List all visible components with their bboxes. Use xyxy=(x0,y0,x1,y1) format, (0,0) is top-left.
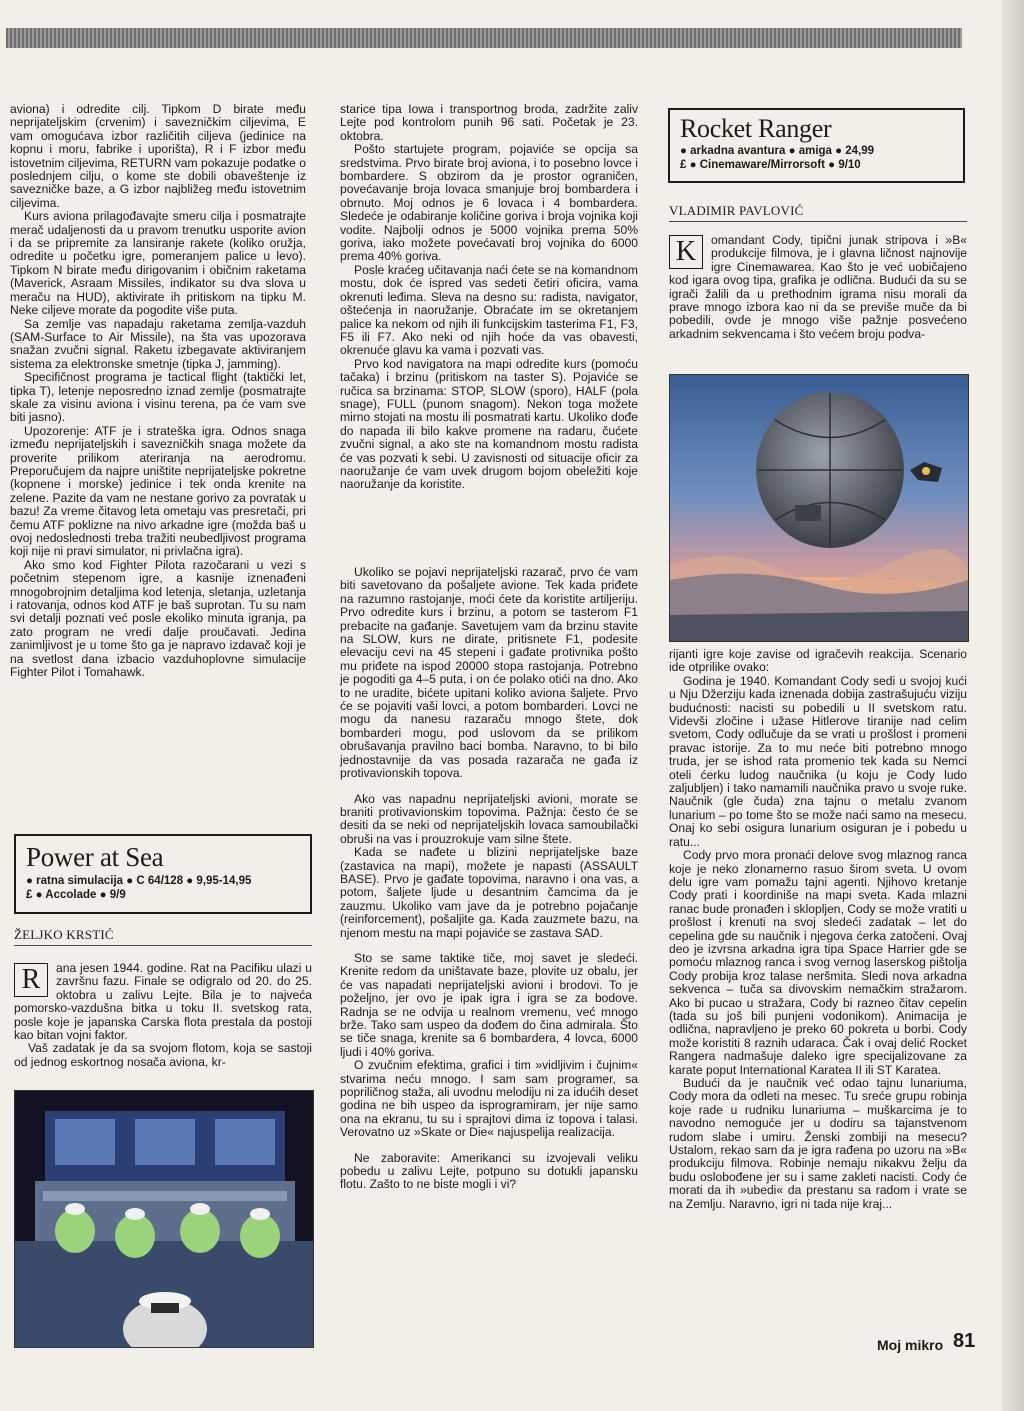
paragraph: Budući da je naučnik već odao tajnu lunariuma, Cody mora da odleti na mesec. Tu sreće grupu robinja koje rade u rudniku lunariuma – muškarcima je to navodno nemoguće jer u dodiru sa tajanstvenom rudom slabe i umiru. Ženski zombiji na mesecu? Ustalom, rekao sam da je igra rađena po uzoru na »B« produkciju filmova. Robinje nemaju nikakvu želju da budu oslobođene jer su i same zakleti nacisti. Cody će morati da ih »ubedi« da prestanu sa radom i vrate se na Zemlju. Naravno, igri ni tada nije kraj... xyxy=(669,1076,967,1211)
magazine-name: Moj mikro xyxy=(877,1337,944,1353)
paragraph: Ukoliko se pojavi neprijateljski razarač, prvo će vam biti savetovano da pošaljete avione. Tek kada priđete na razumno rastojanje, moći ćete da koristite artiljeriju. Prvo odredite kurs i brzinu, a potom se tasterom F1 prebacite na gađanje. Savetujem vam da brzinu stavite na SLOW, kurs ne dirate, pritisnete F1, podesite elevaciju cevi na 45 stepeni i gađate protivnika pošto mu priđete na ispod 20000 stopa rastojanja. Potrebno je pogoditi ga 4–5 puta, i on će polako otići na dno. Ako to ne uradite, bićete upitani koliko aviona šaljete. Prvo će se pojaviti vaši lovci, a potom bombarderi. Lovci ne mogu da nanesu razaraču mnogo štete, dok bombarderi mogu, pod uslovom da se prilikom obrušavanja pravilno baci bomba. Naravno, to bi bilo jednostavnije da vas posada razarača ne gađa iz protivavionskih topova. xyxy=(340,565,638,781)
dropcap: R xyxy=(14,963,48,997)
review-title: Rocket Ranger xyxy=(680,114,832,143)
ship-bridge-scene-image xyxy=(15,1091,313,1347)
review-meta-line: ● arkadna avantura ● amiga ● 24,99 xyxy=(680,145,875,157)
paragraph: O zvučnim efektima, grafici i tim »vidljivim i čujnim« stvarima neću mnogo. I sam sam programer, sa popriličnog staža, ali uvodnu melodiju ni za idućih deset godina ne bih uspeo da isprogramiram, jer nije samo ona na ekranu, tu su i sprajtovi dima iz topova i talasi. Verovatno uz »Skate or Die« najuspelija realizacija. xyxy=(340,1058,638,1140)
paragraph: Godina je 1940. Komandant Cody sedi u svojoj kući u Nju Džerziju kada iznenada dobija zastrašujuću viziju budućnosti: nacisti su pobedili u II svetskom ratu. Videvši zločine i užase Hitlerove tiranije nad celim svetom, Cody odlučuje da se vrati u prošlost i promeni pravac istorije. Za to mu neće biti potrebno mnogo truda, jer se ishod rata promenio tek kada su Nemci oteli ćerku ludog naučnika (u koju je Cody ludo zaljubljen) i tako namamili naučnika pravo u svoje ruke. Naučnik (gle čuda) zna tajnu o metalu zvanom lunarium – po tome što se može naći samo na mesecu. Onaj ko sebi osigura lunarium osiguran je i pobedu u ratu... xyxy=(669,673,967,849)
author-name: ŽELJKO KRSTIĆ xyxy=(14,927,114,942)
paragraph: Ne zaboravite: Amerikanci su izvojevali veliku pobedu u zalivu Lejte, potpuno su dotukli japansku flotu. Zašto to ne biste mogli i vi? xyxy=(340,1150,638,1192)
paragraph: Cody prvo mora pronaći delove svog mlaznog ranca koje je neko zlonamerno rasuo širom sveta. U ovom delu igre vam pomažu tajni agenti. Njihovo kretanje Cody prati i koordiniše na mapi sveta. Kada mlazni ranac bude pronađen i sklopljen, Cody se može vratiti u prošlost i krenuti na svoj sledeći zadatak – let do cepelina gde su naučnik i njegova ćerka zatočeni. Ovaj deo je izvrsna arkadna igra tipa Space Harrier gde se pomoću mlaznog ranca i svog vernog laserskog pištolja Cody probija kroz talase neršmita. Sledi nova arkadna sekvenca – tuča sa divovskim nemačkim stražarom. Ako bi pucao u stražara, Cody bi razneo čitav cepelin (tada su još bili punjeni vodonikom). Animacija je odlična, napravljeno je preko 60 pokreta u borbi. Cody može koristiti 8 raznih udaraca. Čak i ovaj delić Rocket Rangera nadmašuje daleko igre specijalizovane za karate poput International Karatea II ili ST Karatea. xyxy=(669,848,967,1077)
column-1-text xyxy=(10,103,306,679)
paragraph: starice tipa Iowa i transportnog broda, zadržite zaliv Lejte pod kontrolom punih 96 sati. Početak je 23. oktobra. xyxy=(340,102,638,143)
paragraph: Ako vas napadnu neprijateljski avioni, morate se braniti protivavionskim topovima. Pažnja: često će se desiti da se neki od neprijateljskih lovaca samoubilački obruši na vas i prouzrokuje vam silne štete. xyxy=(340,791,638,846)
column-3-text xyxy=(669,648,967,1211)
intro-paragraph xyxy=(669,234,967,341)
column-2-continued-text xyxy=(340,566,638,1192)
paragraph: Sto se same taktike tiče, moj savet je sledeći. Krenite redom da uništavate baze, plovite uz obalu, jer će vas napadati neprijateljski avioni i brodovi. To je poželjno, jer ovo je ipak igra i igra se za bodove. Radnja se ne odvija u realnom vremenu, već mnogo brže. Tako sam uspeo da dođem do čina admirala. Što se tiče snaga, krenite sa 6 bombardera, 4 lovca, 6000 ljudi i 40% goriva. xyxy=(340,950,638,1059)
divider xyxy=(669,221,967,222)
page-number: 81 xyxy=(953,1330,976,1352)
intro-paragraph xyxy=(14,962,312,1042)
rocket-ranger-intro xyxy=(669,234,967,341)
power-at-sea-screenshot xyxy=(14,1090,314,1348)
author-name: VLADIMIR PAVLOVIĆ xyxy=(669,203,804,218)
rocket-ranger-info-box xyxy=(668,108,965,183)
paragraph: Vaš zadatak je da sa svojom flotom, koja se sastoji od jednog eskortnog nosača aviona, kr- xyxy=(14,1041,312,1069)
review-meta-line: £ ● Accolade ● 9/9 xyxy=(26,889,126,901)
paragraph: Kada se nađete u blizini neprijateljske baze (zastavica na mapi), možete je napasti (ASSAULT BASE). Prvo je gađate topovima, naravno i ona vas, a potom, šaljete ljude u desantnim čamcima da je zauzmu. Ukoliko vam jave da je potrebno pojačanje (reinforcement), pošaljite ga. Kada zauzmete bazu, na njenom mestu na mapi pojaviće se zastava SAD. xyxy=(340,845,638,940)
dropcap: K xyxy=(669,235,703,269)
divider xyxy=(14,945,312,946)
paragraph: aviona) i odredite cilj. Tipkom D birate među neprijateljskim (crvenim) i savezničkim ciljevima, E vam omogućava izbor različitih ciljeva (jedinice na kopnu i moru, fabrike i uporišta), R i F izbor među istovetnim ciljevima, RETURN vam pokazuje podatke o poslednjem cilju, o kome ste dobili obaveštenje iz savezničke baze, a G izbor najbližeg među istovetnim ciljevima. xyxy=(10,102,306,210)
zeppelin-scene-image xyxy=(670,375,968,641)
intro-text: omandant Cody, tipični junak stripova i »B« produkcije filmova, je i glavna ličnost najnovije igre Cinemawarea. Kao što je već uobičajeno kod igara ovog tipa, grafika je odlična. Budući da su se igrači žalili da u prethodnim igrama nisu morali da prave mnogo izbora kao ni da se previše muče da bi pobedili, ovde je mnogo više pažnje posvećeno arkadnim sekvencama i što većem broju podva- xyxy=(669,233,967,341)
paragraph: Specifičnost programa je tactical flight (taktički let, tipka T), letenje neposredno iznad zemlje (posmatrajte skale za visinu aviona i visinu terena, pa će vam sve biti jasno). xyxy=(10,370,306,425)
review-meta-line: £ ● Cinemaware/Mirrorsoft ● 9/10 xyxy=(680,159,861,171)
review-title: Power at Sea xyxy=(26,842,164,872)
paragraph: Pošto startujete program, pojaviće se opcija sa sredstvima. Prvo birate broj aviona, i to posebno lovce i bombardere. S obzirom da je prostor ograničen, povećavanje broja lovaca smanjuje broj bombardera i obrnuto. Moj odnos je 6 lovaca i 4 bombardera. Sledeće je odabiranje količine goriva i broja vojnika koji vodite. Najbolji odnos je 5000 vojnika prema 50% goriva, iako možete povećavati broj vojnika do 6000 prema 40% goriva. xyxy=(340,142,638,264)
paragraph: Kurs aviona prilagođavajte smeru cilja i posmatrajte merač udaljenosti da u pravom trenutku usporite avion i da se pripremite za lansiranje rakete (koliko oružja, odredite u početku igre, pomeranjem palice u levo). Tipkom N birate među dirigovanim i običnim raketama (Maverick, Asraam Missiles, indikator su dva slova u meraču na HUD), aktivirate ih pritiskom na tipku M. Neke ciljeve morate da pogodite više puta. xyxy=(10,209,306,318)
column-2-text xyxy=(340,103,638,492)
review-meta-line: ● ratna simulacija ● C 64/128 ● 9,95-14,95 xyxy=(26,875,252,887)
paragraph: Posle kraćeg učitavanja naći ćete se na komandnom mostu, dok će ispred vas sedeti četiri oficira, vama okrenuti leđima. Sleva na desno su: radista, navigator, oštećenja in naoružanje. Obraćate im se okretanjem palice ka nekom od njih ili funkcijskim tasterima F1, F3, F5 ili F7. Ako neki od njih hoće da vas obavesti, okrenuće glavu ka vama i pozvati vas. xyxy=(340,262,638,358)
rocket-ranger-screenshot xyxy=(669,374,969,642)
paragraph: rijanti igre koje zavise od igračevih reakcija. Scenario ide otprilike ovako: xyxy=(669,647,967,675)
page-edge xyxy=(1002,0,1024,1411)
paragraph: Upozorenje: ATF je i strateška igra. Odnos snaga između neprijateljskih i savezničkih snaga možete da proverite prilikom ateriranja na aerodromu. Preporučujem da najpre uništite neprijateljske pokretne (kopnene i morske) jedinice i tek onda krenite na zelene. Pazite da vam ne nestane gorivo za povratak u bazu! Za vreme čitavog leta ometaju vas presretači, pri čemu ATF poklizne na nivo arkadne igre (možda baš u ovoj nedoslednosti treba tražiti neubedljivost programa koji nije ni pravi simulator, ni privlačna igra). xyxy=(10,423,306,559)
paragraph: Prvo kod navigatora na mapi odredite kurs (pomoću tačaka) i brzinu (pritiskom na taster S). Pojaviće se ručica sa brzinama: STOP, SLOW (sporo), HALF (pola snage), FULL (punom snagom). Nekon toga možete mirno stojati na mostu ili posmatrati kartu. Ukoliko dođe do napada ili bilo kakve promene na radaru, čućete zvučni signal, a ako ste na komandnom mostu radista će vas pozvati k sebi. U zavisnosti od situacije oficir za naoružanje će vam uvek drugom bojom obeležiti koje naoružanje da koristite. xyxy=(340,356,638,492)
intro-text: ana jesen 1944. godine. Rat na Pacifiku ulazi u završnu fazu. Finale se odigralo od 20. do 25. oktobra u zalivu Lejte. Bila je to najveća pomorsko-vazdušna bitka u toku II. svetskog rata, posle koje je japanska Carska flota prestala da postoji kao bitan vojni faktor. xyxy=(14,961,312,1043)
paragraph: Ako smo kod Fighter Pilota razočarani u vezi s početnim stepenom igre, a kasnije iznenađeni mnogobrojnim detaljima kod letenja, sletanja, uzletanja i ratovanja, odnos kod ATF je baš suprotan. Tu su nam svi detalji poznati već posle ekoliko minuta igranja, pa zato program ne vredi dalje proučavati. Jedina zanimljivost je u tome što ga je napravo izdavač koji je na svetlost dana izbacio vazduhoplovne simulacije Fighter Pilot i Tomahawk. xyxy=(10,557,306,680)
power-at-sea-intro xyxy=(14,962,312,1069)
paragraph: Sa zemlje vas napadaju raketama zemlja-vazduh (SAM-Surface to Air Missile), na šta vas upozorava snažan zvučni signal. Raketu izbegavate aktiviranjem sistema za elektronske smetnje (tipka J, jamming). xyxy=(10,316,306,371)
top-decorative-bar xyxy=(6,28,962,48)
power-at-sea-info-box xyxy=(14,834,312,914)
